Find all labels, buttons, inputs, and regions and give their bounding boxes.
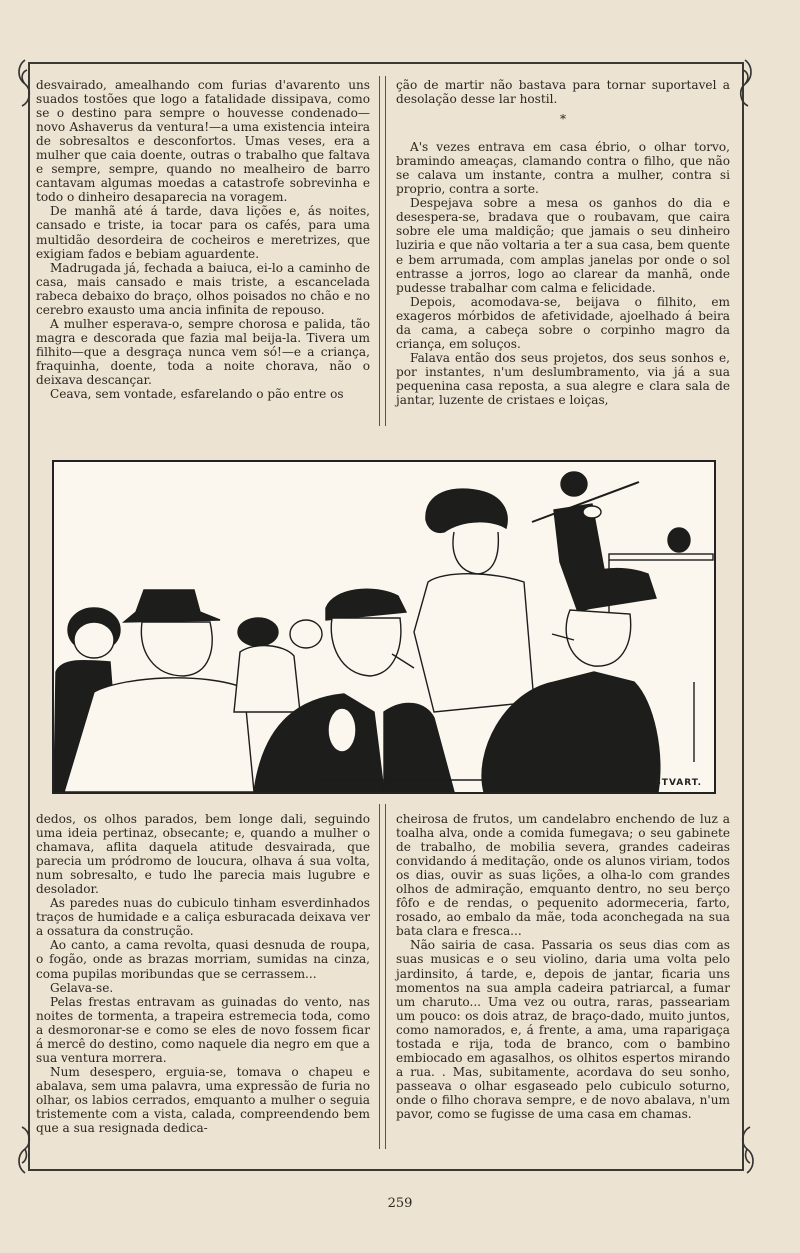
paragraph: As paredes nuas do cubiculo tinham esverdinhados traços de humidade e a caliça esburacada deixava ver a ossatura da construção. [36, 896, 370, 939]
paragraph: Não sairia de casa. Passaria os seus dias com as suas musicas e o seu violino, daria uma volta pelo jardinsito, á tarde, e, depois de jantar, ficaria uns momentos na sua ampla cadeira patriarcal, a fumar um charuto... Uma vez ou outra, raras, passeariam um pouco: os dois atraz, de braço-dado, muito juntos, como namorados, e, á frente, a ama, uma raparigaça tostada e rija, toda de branco, com o bambino embiocado em agasalhos, os olhitos espertos mirando a rua. . Mas, subitamente, acordava do seu sonho, passeava o olhar esgaseado pelo cubiculo soturno, onde o filho chorava sempre, e de novo abalava, n'um pavor, como se fugisse de uma casa em chamas. [396, 938, 730, 1121]
paragraph: dedos, os olhos parados, bem longe dali, seguindo uma ideia pertinaz, obsecante; e, quando a mulher o chamava, aflita daquela atitude desvairada, que parecia um pródromo de loucura, olhava á sua volta, num sobresalto, e tudo lhe parecia mais lugubre e desolador. [36, 812, 370, 897]
paragraph: Despejava sobre a mesa os ganhos do dia e desespera-se, bradava que o roubavam, que caira sobre ele uma maldição; que jamais o seu dinheiro luziria e que não voltaria a ter a sua casa, bem quente e bem arrumada, com amplas janelas por onde o sol entrasse a jorros, logo ao clarear da manhã, onde pudesse trabalhar com calma e felicidade. [396, 196, 730, 295]
paragraph: Falava então dos seus projetos, dos seus sonhos e, por instantes, n'um deslumbramento, via já a sua pequenina casa reposta, a sua alegre e clara sala de jantar, luzente de cristaes e loiças, [396, 350, 730, 407]
paragraph: Num desespero, erguia-se, tomava o chapeu e abalava, sem uma palavra, uma expressão de furia no olhar, os labios cerrados, emquanto a mulher o seguia tristemente com a vista, calada, compreendendo bem que a sua resignada dedica- [36, 1064, 370, 1136]
column-bottom-left [36, 812, 370, 1135]
paragraph: De manhã até á tarde, dava lições e, ás noites, cansado e triste, ia tocar para os cafés, para uma multidão desordeira de cocheiros e meretrizes, que exigiam fados e bebiam aguardente. [36, 204, 370, 261]
illustrator-signature: STVART. [654, 778, 702, 788]
paragraph: Depois, acomodava-se, beijava o filhito, em exageros mórbidos de afetividade, ajoelhado á beira da cama, a cabeça sobre o corpinho magro da criança, em soluços. [396, 294, 730, 351]
paragraph: Ao canto, a cama revolta, quasi desnuda de roupa, o fogão, onde as brazas morriam, sumidas na cinza, coma pupilas moribundas que se cerrassem... [36, 938, 370, 981]
paragraph: A's vezes entrava em casa ébrio, o olhar torvo, bramindo ameaças, clamando contra o filho, que não se calava um instante, contra a mulher, contra si proprio, contra a sorte. [396, 140, 730, 197]
column-top-right [396, 78, 730, 407]
ornament-top-left [14, 58, 36, 108]
paragraph: A mulher esperava-o, sempre chorosa e palida, tão magra e descorada que fazia mal beija-la. Tivera um filhito—que a desgraça nunca vem só!—e a criança, fraquinha, doente, toda a noite chorava, não o deixava descançar. [36, 316, 370, 387]
illustration-cafe-scene [52, 460, 716, 794]
paragraph: Madrugada já, fechada a baiuca, ei-lo a caminho de casa, mais cansado e mais triste, a escancelada rabeca debaixo do braço, olhos poisados no chão e no cerebro exausto uma ancia infinita de repouso. [36, 260, 370, 317]
paragraph: Gelava-se. [50, 980, 114, 995]
paragraph: ção de martir não bastava para tornar suportavel a desolação desse lar hostil. [396, 78, 730, 107]
ornament-top-right [734, 58, 756, 108]
paragraph: desvairado, amealhando com furias d'avarento uns suados tostões que logo a fatalidade dissipava, como se o destino para sempre o houvesse condenado—novo Ashaverus da ventura!—a uma existencia inteira de sobresaltos e desconfortos. Umas veses, era a mulher que caia doente, outras o trabalho que faltava e sempre, sempre, quando no mealheiro de barro cantavam algumas moedas a catastrofe sobrevinha e todo o dinheiro desaparecia na voragem. [36, 78, 370, 205]
paragraph: Ceava, sem vontade, esfarelando o pão entre os [50, 387, 344, 402]
page-number: 259 [387, 1196, 413, 1211]
column-rule-top [379, 76, 386, 426]
illustration-drawing [54, 462, 714, 792]
column-bottom-right [396, 812, 730, 1121]
section-separator: * [559, 112, 567, 127]
paragraph: Pelas frestas entravam as guinadas do vento, nas noites de tormenta, a trapeira estremecia toda, como a desmoronar-se e como se eles de novo fossem ficar á mercê do destino, como naquele dia negro em que a sua ventura morrera. [36, 994, 370, 1065]
ornament-bottom-left [14, 1125, 36, 1175]
column-top-left [36, 78, 370, 401]
paragraph: cheirosa de frutos, um candelabro enchendo de luz a toalha alva, onde a comida fumegava; o seu gabinete de trabalho, de mobilia severa, grandes cadeiras convidando á meditação, onde os alunos viriam, todos os dias, ouvir as suas lições, a olha-lo com grandes olhos de admiração, emquanto dentro, no seu berço fôfo e de rendas, o pequenito adormeceria, farto, rosado, ao embalo da mãe, toda aconchegada na sua bata clara e fresca... [396, 812, 730, 939]
ornament-bottom-right [736, 1125, 758, 1175]
column-rule-bottom [379, 804, 386, 1149]
